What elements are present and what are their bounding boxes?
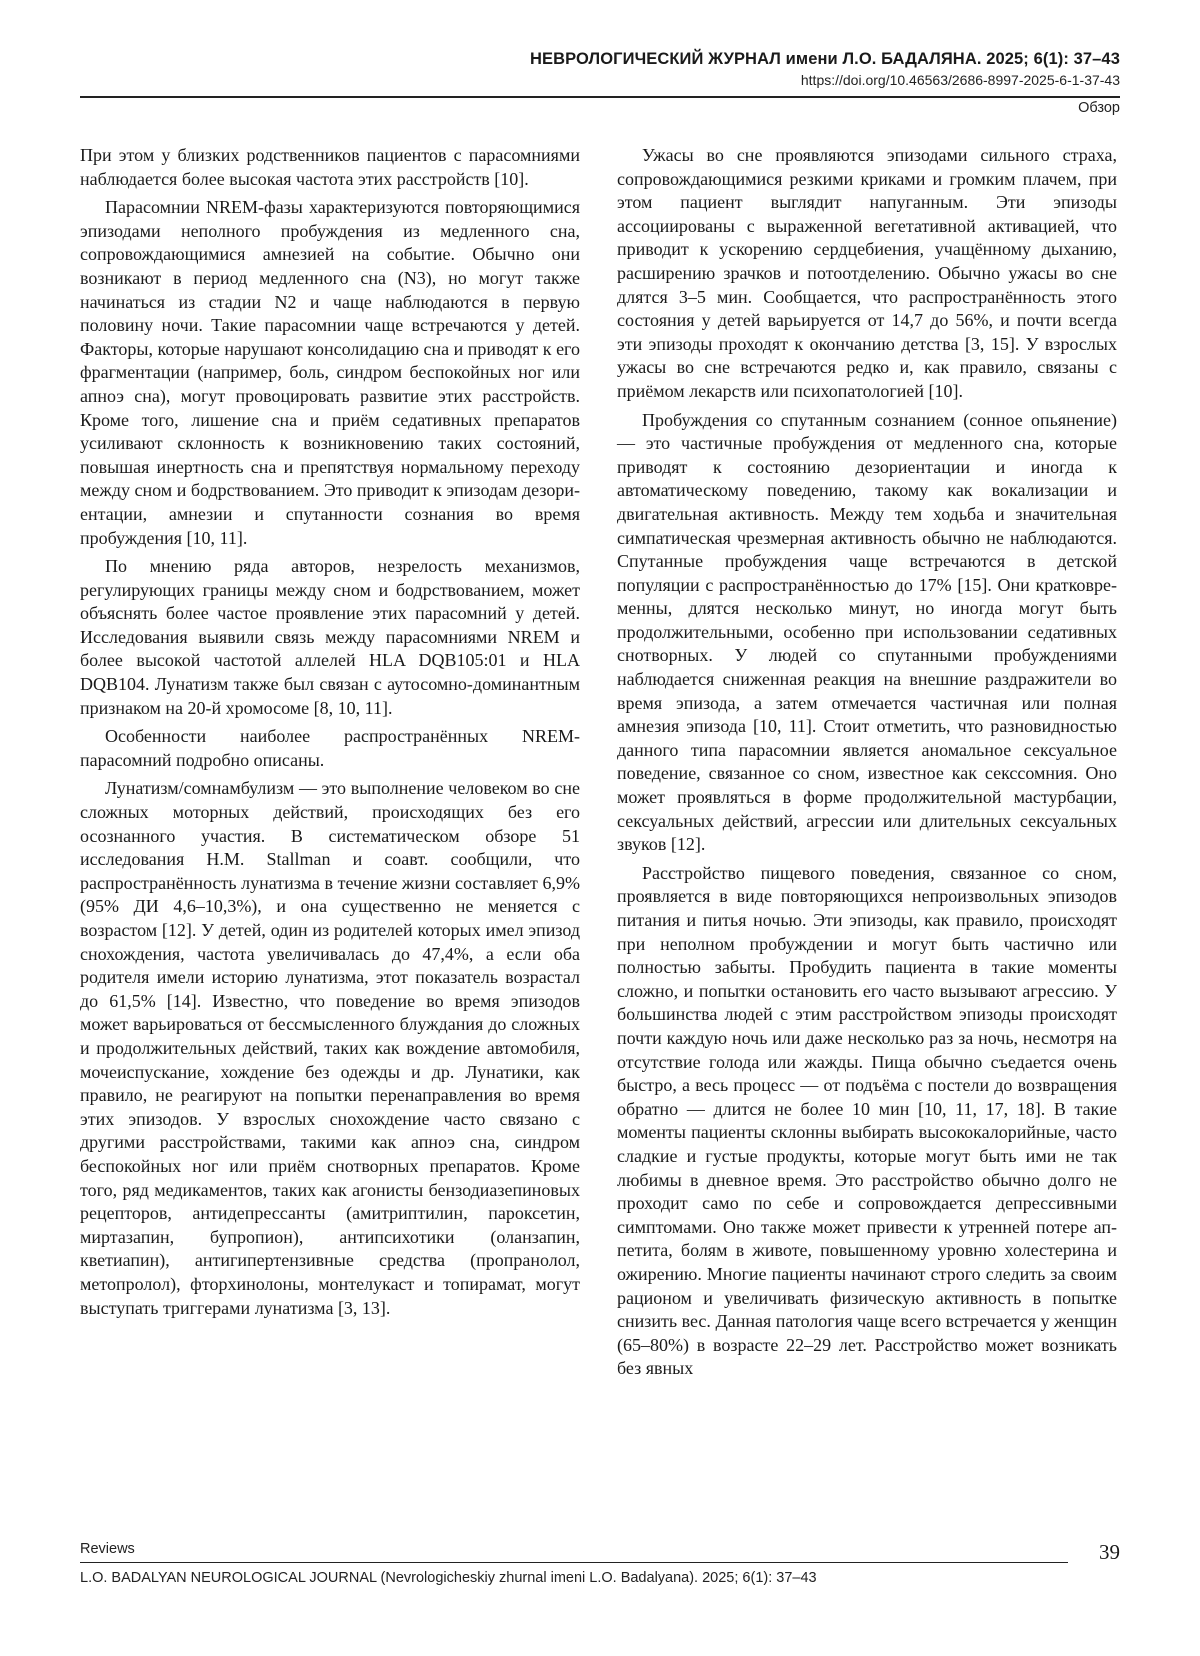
paragraph: Расстройство пищевого поведения, связанное со сном, проявляется в виде повторяющихся непроизвольных эпизодов питания и питья ночью. Эти эпизоды, как правило, происходят при неполном пробуждении и могут быть частично или полностью забыты. Пробудить пациента в такие моменты сложно, и попытки остановить его часто вызывают агрессию. У большинства людей с этим расстройством эпизоды происходят почти каждую ночь или даже несколько раз за ночь, несмотря на отсутствие голода или жажды. Пища обычно съедается очень быстро, а весь процесс — от подъёма с постели до возвращения обратно — длится не более 10 мин [10, 11, 17, 18]. В такие моменты пациенты склонны выбирать высококалорийные, часто сладкие и густые продукты, которые могут быть ими не так любимы в дневное время. Это расстройство обычно долго не проходит само по себе и сопровождается депрессивными симптомами. Оно также может привести к утренней потере аппетита, болям в животе, повышенному уровню холестерина и ожирению. Многие пациенты начинают строго следить за своим рационом и увеличивать физическую активность в попытке снизить вес. Данная патология чаще всего встречается у женщин (65–80%) в возрасте 22–29 лет. Расстройство может возникать без явных [617,862,1117,1379]
right-column [617,144,1117,1386]
paragraph: Ужасы во сне проявляются эпизодами сильного страха, сопровождающимися резкими криками и громким плачем, при этом пациент выглядит напуганным. Эти эпизоды ассоциированы с выраженной вегетативной активацией, что приводит к ускорению сердцебиения, учащённому дыханию, расширению зрачков и потоотделению. Обычно ужасы во сне длятся 3–5 мин. Сообщается, что распространённость этого состояния у детей варьируется от 14,7 до 56%, и почти всегда эти эпизоды проходят к окончанию детства [3, 15]. У взрослых ужасы во сне встречаются редко и, как правило, связаны с приёмом лекарств или психопатологией [10]. [617,145,1117,401]
footer-divider [80,1562,1068,1563]
footer-section-label: Reviews [80,1541,135,1557]
left-column [80,144,580,1325]
paragraph: По мнению ряда авторов, незрелость механизмов, регулирующих границы между сном и бодрствованием, может объяснять более частое проявление этих парасомний у детей. Исследования выявили связь между парасомниями NREM и более высокой частотой аллелей HLA DQB105:01 и HLA DQB104. Лунатизм также был связан с аутосомно-доминантным признаком на 20-й хромосоме [8, 10, 11]. [80,556,580,718]
paragraph: При этом у близких родственников пациентов с парасомниями наблюдается более высокая частота этих расстройств [10]. [80,145,580,189]
paragraph: Лунатизм/сомнамбулизм — это выполнение человеком во сне сложных моторных действий, происходящих без его осознанного участия. В систематическом обзоре 51 исследования H.M. Stallman и соавт. сообщили, что распространённость лунатизма в течение жизни составляет 6,9% (95% ДИ 4,6–10,3%), и она существенно не меняется с возрастом [12]. У детей, один из родителей которых имел эпизод снохождения, частота увеличивалась до 47,4%, а если оба родителя имели историю лунатизма, этот показатель возрастал до 61,5% [14]. Известно, что поведение во время эпизодов может варьироваться от бессмысленного блуждания до сложных и продолжительных действий, таких как вождение автомобиля, мочеиспускание, хождение без одежды и др. Лунатики, как правило, не реагируют на попытки перенаправления во время этих эпизодов. У взрослых снохождение часто связано с другими расстройствами, такими как апноэ сна, синдром беспокойных ног или приём снотворных препаратов. Кроме того, ряд медикаментов, таких как агонисты бензодиазепиновых рецепторов, антидепрессанты (амитриптилин, пароксетин, миртазапин, бупропион), антипсихотики (оланзапин, кветиапин), антигипертензивные средства (пропранолол, метопролол), фторхинолоны, монтелукаст и топирамат, могут выступать триггерами лунатизма [3, 13]. [80,778,580,1318]
paragraph: Пробуждения со спутанным сознанием (сонное опьянение) — это частичные пробуждения от медленного сна, которые приводят к состоянию дезориентации и иногда к автоматическому поведению, такому как вокализации и двигательная активность. Между тем ходьба и значительная симпатическая чрезмерная активность обычно не наблюдаются. Спутанные пробуждения чаще встречаются в детской популяции с распространённостью до 17% [15]. Они кратковременны, длятся несколько минут, но иногда могут быть продолжительными, особенно при использовании седативных снотворных. У людей со спутанными пробуждениями наблюдается сниженная реакция на внешние раздражители во время эпизода, а затем отмечается частичная или полная амнезия эпизода [10, 11]. Стоит отметить, что разновидностью данного типа парасомнии является аномальное сексуальное поведение, связанное со сном, известное как секссомния. Оно может проявляться в форме продолжительной мастурбации, сексуальных действий, агрессии или длительных сексуальных звуков [12]. [617,409,1117,855]
paragraph: Особенности наиболее распространённых NREM-парасомний подробно описаны. [80,726,580,770]
paragraph: Парасомнии NREM-фазы характеризуются повторяющимися эпизодами неполного пробуждения из медленного сна, сопровождающимися амнезией на событие. Обычно они возникают в период медленного сна (N3), но могут также начинаться из стадии N2 и чаще наблюдаются в первую половину ночи. Такие парасомнии чаще встречаются у детей. Факторы, которые нарушают консолидацию сна и приводят к его фрагментации (например, боль, синдром беспокойных ног или апноэ сна), могут провоцировать развитие этих расстройств. Кроме того, лишение сна и приём седативных препаратов усиливают склонность к возникновению таких состояний, повышая инертность сна и препятствуя нормальному переходу между сном и бодрствованием. Это приводит к эпизодам дезориентации, амнезии и спутанности сознания во время пробуждения [10, 11]. [80,197,580,548]
journal-title: НЕВРОЛОГИЧЕСКИЙ ЖУРНАЛ имени Л.О. БАДАЛЯНА. 2025; 6(1): 37–43 [530,50,1120,68]
doi-link[interactable]: https://doi.org/10.46563/2686-8997-2025-6-1-37-43 [800,72,1120,88]
header-divider [80,96,1120,98]
footer-citation: L.O. BADALYAN NEUROLOGICAL JOURNAL (Nevrologicheskiy zhurnal imeni L.O. Badalyana). 2025; 6(1): 37–43 [80,1570,817,1586]
section-label: Обзор [1078,100,1120,116]
page-number: 39 [1099,1540,1120,1564]
running-header [530,48,1120,90]
